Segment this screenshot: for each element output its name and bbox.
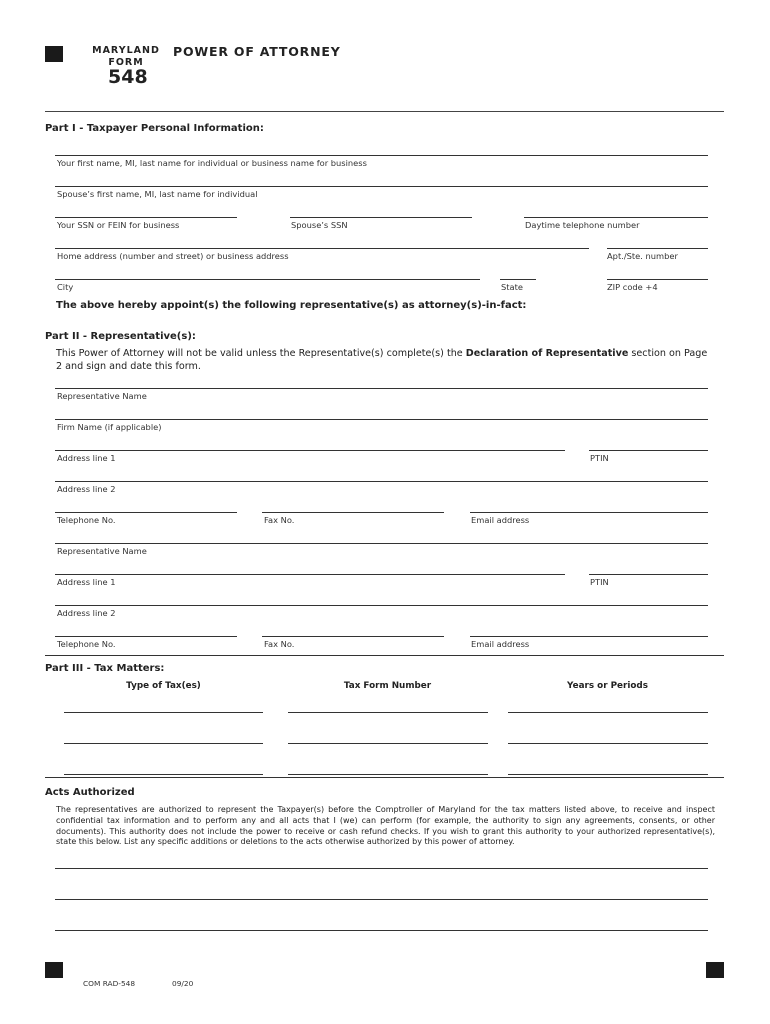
- rep1-name-label: Representative Name: [57, 391, 147, 401]
- tax-years-line-1[interactable]: [508, 712, 708, 713]
- rep2-address2-label: Address line 2: [57, 608, 116, 618]
- rep1-ptin-line[interactable]: [589, 450, 708, 451]
- name-label: Your first name, MI, last name for individual or business name for business: [57, 158, 367, 168]
- address-label: Home address (number and street) or business address: [57, 251, 289, 261]
- rep2-ptin-label: PTIN: [590, 577, 609, 587]
- note-text-2: section on Page 2 and sign and date this form.: [56, 348, 708, 372]
- tax-years-line-3[interactable]: [508, 774, 708, 775]
- rep2-telephone-line[interactable]: [55, 636, 237, 637]
- form-number: 548: [108, 66, 148, 88]
- rep1-fax-label: Fax No.: [264, 515, 295, 525]
- rep1-ptin-label: PTIN: [590, 453, 609, 463]
- apt-label: Apt./Ste. number: [607, 251, 678, 261]
- rep1-firm-label: Firm Name (if applicable): [57, 422, 162, 432]
- spouse-name-line[interactable]: [55, 186, 708, 187]
- tax-type-line-3[interactable]: [64, 774, 263, 775]
- phone-label: Daytime telephone number: [525, 220, 640, 230]
- state-line[interactable]: [500, 279, 536, 280]
- part2-heading: Part II - Representative(s):: [45, 331, 196, 342]
- rep2-fax-line[interactable]: [262, 636, 444, 637]
- part3-heading: Part III - Tax Matters:: [45, 663, 165, 674]
- tax-type-line-1[interactable]: [64, 712, 263, 713]
- rep1-address1-label: Address line 1: [57, 453, 116, 463]
- rep1-address2-label: Address line 2: [57, 484, 116, 494]
- part1-heading: Part I - Taxpayer Personal Information:: [45, 123, 264, 134]
- rep1-email-line[interactable]: [470, 512, 708, 513]
- address-line[interactable]: [55, 248, 589, 249]
- rep1-telephone-line[interactable]: [55, 512, 237, 513]
- rep2-email-label: Email address: [471, 639, 530, 649]
- tax-type-line-2[interactable]: [64, 743, 263, 744]
- phone-line[interactable]: [524, 217, 708, 218]
- part2-divider: [45, 655, 724, 656]
- acts-line-1[interactable]: [55, 868, 708, 869]
- part2-note: [56, 347, 716, 373]
- tax-form-line-3[interactable]: [288, 774, 488, 775]
- col-years-or-periods: Years or Periods: [567, 681, 648, 691]
- name-line[interactable]: [55, 155, 708, 156]
- tax-form-line-1[interactable]: [288, 712, 488, 713]
- rep2-fax-label: Fax No.: [264, 639, 295, 649]
- rep2-ptin-line[interactable]: [589, 574, 708, 575]
- spouse-ssn-label: Spouse’s SSN: [291, 220, 348, 230]
- rep1-firm-line[interactable]: [55, 419, 708, 420]
- zip-line[interactable]: [607, 279, 708, 280]
- registration-mark-top-left: [45, 46, 63, 62]
- note-bold: Declaration of Representative: [465, 348, 629, 359]
- state-name: MARYLAND: [92, 45, 160, 56]
- registration-mark-bottom-right: [706, 962, 724, 978]
- acts-heading: Acts Authorized: [45, 787, 135, 798]
- rep2-email-line[interactable]: [470, 636, 708, 637]
- rep2-telephone-label: Telephone No.: [57, 639, 116, 649]
- apt-line[interactable]: [607, 248, 708, 249]
- rep1-address1-line[interactable]: [55, 450, 565, 451]
- rep2-name-label: Representative Name: [57, 546, 147, 556]
- rep1-address2-line[interactable]: [55, 481, 708, 482]
- zip-label: ZIP code +4: [607, 282, 658, 292]
- ssn-label: Your SSN or FEIN for business: [57, 220, 180, 230]
- acts-paragraph: The representatives are authorized to represent the Taxpayer(s) before the Comptroller of Maryland for the tax matters listed above, to receive and inspect confidential tax information and to perform any and all acts that I (we) can perform (for example, the authority to sign any agreements, consents, or other documents). This authority does not include the power to receive or cash refund checks. If you wish to grant this authority to your authorized representative(s), state this below. List any specific additions or deletions to the acts otherwise authorized by this power of attorney.: [56, 805, 715, 847]
- tax-form-line-2[interactable]: [288, 743, 488, 744]
- acts-line-3[interactable]: [55, 930, 708, 931]
- state-label: State: [501, 282, 523, 292]
- registration-mark-bottom-left: [45, 962, 63, 978]
- footer-form-code: COM RAD-548: [83, 979, 136, 988]
- header-divider: [45, 111, 724, 112]
- rep1-fax-line[interactable]: [262, 512, 444, 513]
- footer-revision: 09/20: [172, 979, 194, 988]
- col-type-of-tax: Type of Tax(es): [126, 681, 201, 691]
- rep2-name-line[interactable]: [55, 543, 708, 544]
- ssn-line[interactable]: [55, 217, 237, 218]
- acts-line-2[interactable]: [55, 899, 708, 900]
- rep2-address1-label: Address line 1: [57, 577, 116, 587]
- city-label: City: [57, 282, 74, 292]
- rep2-address1-line[interactable]: [55, 574, 565, 575]
- col-tax-form-number: Tax Form Number: [343, 681, 432, 691]
- note-text-1: This Power of Attorney will not be valid unless the Representative(s) complete(s) the: [56, 348, 466, 359]
- spouse-ssn-line[interactable]: [290, 217, 472, 218]
- spouse-name-label: Spouse’s first name, MI, last name for individual: [57, 189, 258, 199]
- tax-years-line-2[interactable]: [508, 743, 708, 744]
- appoint-statement: The above hereby appoint(s) the following representative(s) as attorney(s)-in-fact:: [56, 300, 527, 311]
- rep1-email-label: Email address: [471, 515, 530, 525]
- rep1-name-line[interactable]: [55, 388, 708, 389]
- part3-divider: [45, 777, 724, 778]
- form-title: POWER OF ATTORNEY: [173, 44, 341, 59]
- city-line[interactable]: [55, 279, 480, 280]
- form-word: FORM: [108, 57, 144, 68]
- rep2-address2-line[interactable]: [55, 605, 708, 606]
- rep1-telephone-label: Telephone No.: [57, 515, 116, 525]
